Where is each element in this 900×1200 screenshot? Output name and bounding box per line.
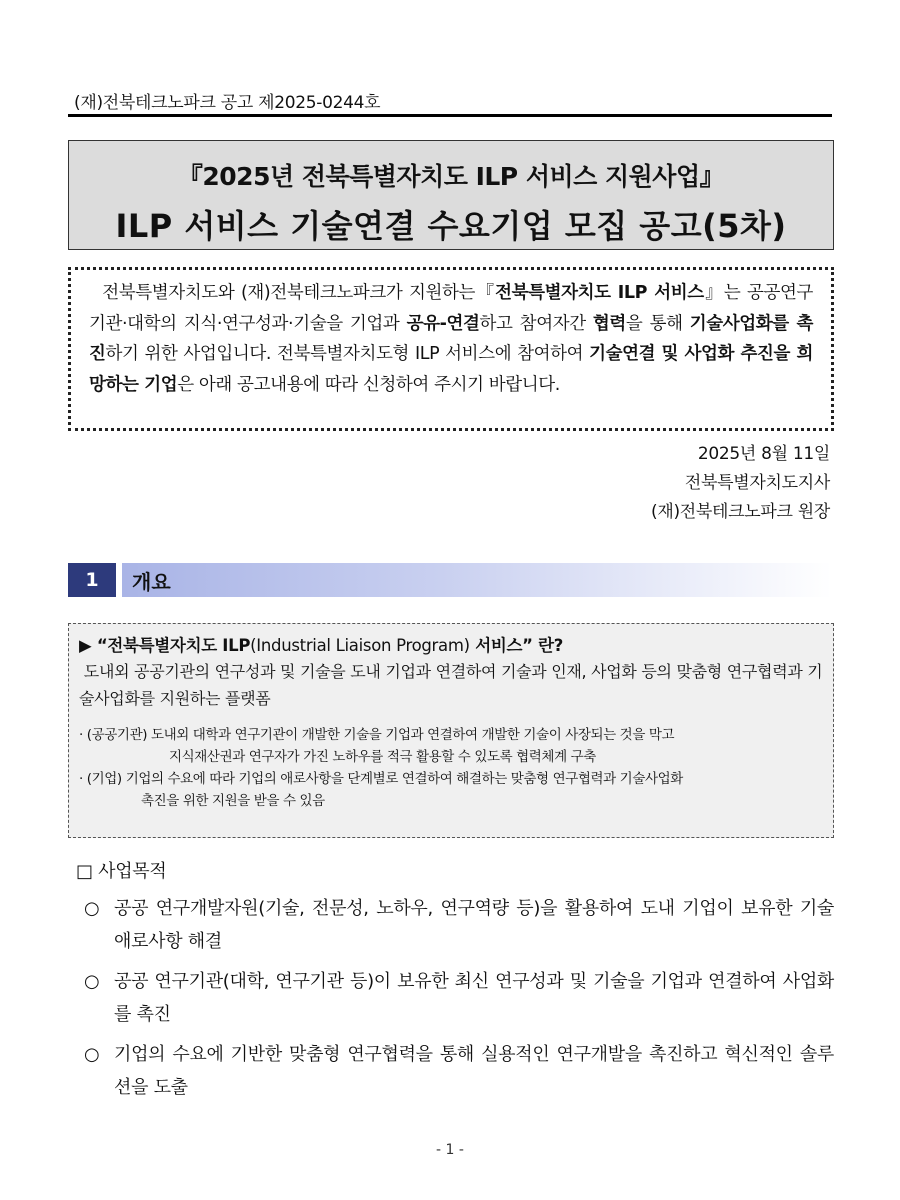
section-number: 1 — [68, 563, 116, 597]
intro-segment: 을 통해 — [625, 313, 690, 334]
intro-bold: 기술사업화를 촉진 — [89, 313, 814, 364]
section-header-overview — [68, 563, 832, 597]
announcement-date: 2025년 8월 11일 — [697, 444, 830, 464]
ilp-description — [79, 658, 823, 712]
signatory-governor: 전북특별자치도지사 — [684, 473, 830, 493]
circle-bullet-icon: ○ — [84, 971, 100, 992]
intro-segment: 전북특별자치도와 (재)전북테크노파크가 지원하는『 — [102, 283, 496, 303]
purpose-item-text: 공공 연구개발자원(기술, 전문성, 노하우, 연구역량 등)을 활용하여 도내 기업이 보유한 기술 애로사항 해결 — [114, 898, 834, 952]
ilp-question-part: (Industrial Liaison Program) — [250, 636, 470, 655]
intro-bold: 기술연결 및 사업화 추진을 희망하는 기업 — [89, 344, 813, 395]
intro-segment: 하기 위한 사업입니다. 전북특별자치도형 ILP 서비스에 참여하여 — [105, 344, 590, 364]
purpose-item-text: 공공 연구기관(대학, 연구기관 등)이 보유한 최신 연구성과 및 기술을 기업과 연결하여 사업화를 촉진 — [114, 971, 834, 1025]
ilp-question-part: ▶ “전북특별자치도 ILP — [79, 636, 251, 655]
ilp-definition-box — [68, 623, 834, 838]
circle-bullet-icon: ○ — [84, 898, 100, 919]
ilp-question — [79, 632, 823, 656]
header-divider — [68, 114, 832, 117]
ilp-bullet-line: · (공공기관) 도내외 대학과 연구기관이 개발한 기술을 기업과 연결하여 개발한 기술이 사장되는 것을 막고 — [79, 727, 675, 743]
intro-box — [68, 267, 834, 431]
intro-bold: 공유-연결 — [406, 313, 480, 334]
ilp-bullet-list — [79, 724, 823, 812]
ilp-description-text: 도내외 공공기관의 연구성과 및 기술을 도내 기업과 연결하여 기술과 인재, 사업화 등의 맞춤형 연구협력과 기술사업화를 지원하는 플랫폼 — [79, 662, 823, 708]
purpose-item — [84, 965, 834, 1031]
intro-segment: 하고 참여자간 — [479, 313, 593, 334]
page-number: - 1 - — [436, 1142, 464, 1158]
intro-bold: 전북특별자치도 ILP 서비스 — [495, 283, 704, 303]
purpose-item-text: 기업의 수요에 기반한 맞춤형 연구협력을 통해 실용적인 연구개발을 촉진하고 혁신적인 솔루션을 도출 — [114, 1044, 834, 1098]
section-title: 개요 — [122, 563, 832, 597]
signature-block — [651, 440, 830, 527]
intro-bold: 협력 — [592, 313, 626, 334]
title-line-2: ILP 서비스 기술연결 수요기업 모집 공고(5차) — [115, 207, 787, 245]
ilp-bullet-line: 지식재산권과 연구자가 가진 노하우를 적극 활용할 수 있도록 협력체계 구축 — [169, 749, 596, 765]
purpose-item — [84, 892, 834, 958]
ilp-question-part: 서비스” 란? — [469, 636, 564, 655]
title-box — [68, 140, 834, 250]
signatory-director: (재)전북테크노파크 원장 — [651, 502, 830, 522]
intro-segment: 』는 공공연구기관·대학의 지식·연구성과·기술을 기업과 — [89, 283, 813, 334]
purpose-heading: □ 사업목적 — [76, 861, 167, 882]
title-line-1: 『2025년 전북특별자치도 ILP 서비스 지원사업』 — [177, 162, 725, 191]
purpose-item — [84, 1038, 834, 1104]
circle-bullet-icon: ○ — [84, 1044, 100, 1065]
document-number: (재)전북테크노파크 공고 제2025-0244호 — [74, 93, 381, 113]
intro-text — [89, 283, 813, 395]
ilp-bullet-line: 촉진을 위한 지원을 받을 수 있음 — [141, 793, 325, 809]
ilp-bullet-public — [79, 724, 823, 768]
ilp-bullet-line: · (기업) 기업의 수요에 따라 기업의 애로사항을 단계별로 연결하여 해결하는 맞춤형 연구협력과 기술사업화 — [79, 771, 683, 787]
ilp-bullet-company — [79, 768, 823, 812]
intro-segment: 은 아래 공고내용에 따라 신청하여 주시기 바랍니다. — [177, 374, 560, 395]
purpose-list — [84, 892, 834, 1111]
